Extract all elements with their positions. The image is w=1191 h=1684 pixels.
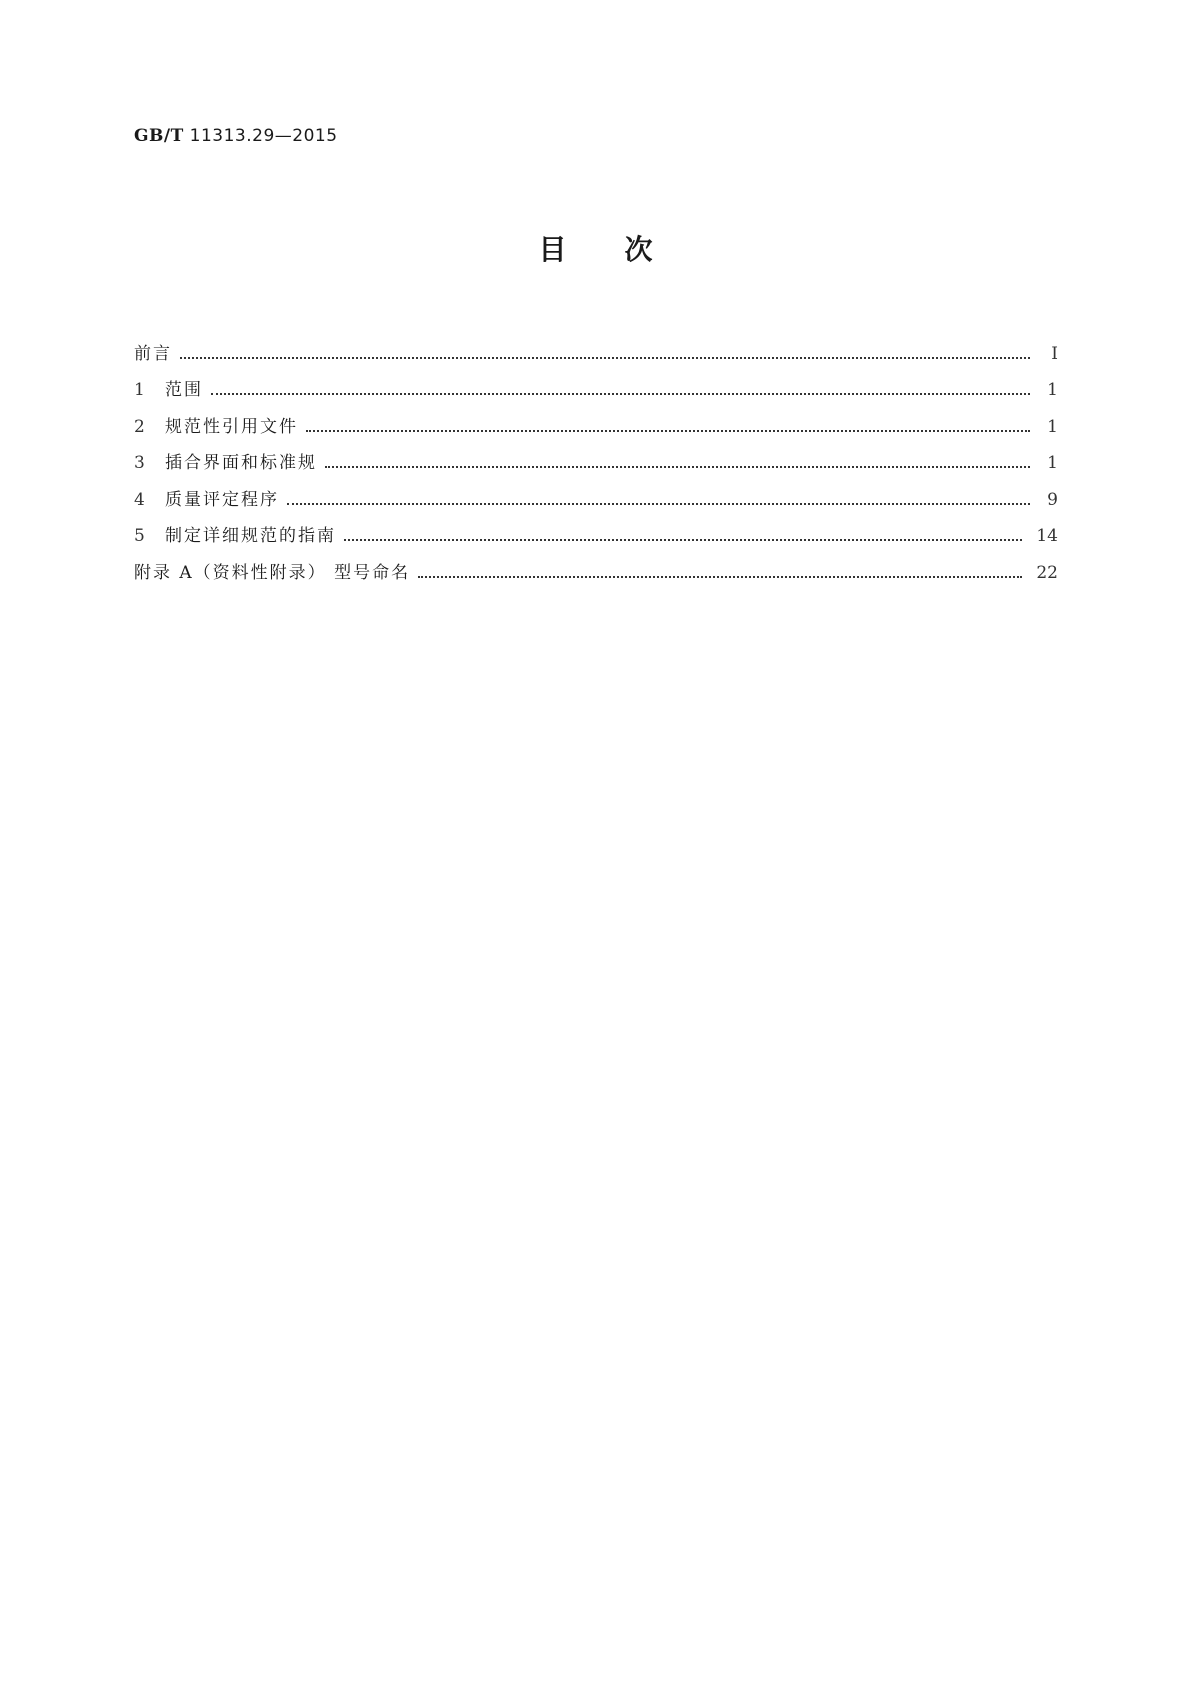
toc-entry-number: 4 [134, 489, 145, 510]
toc-entry-detail-spec-guide[interactable] [134, 511, 1058, 548]
toc-entry-mating-interface[interactable] [134, 438, 1058, 475]
toc-entry-page: 1 [1047, 416, 1058, 437]
toc-entry-foreword[interactable] [134, 328, 1058, 365]
toc-entry-quality-assessment[interactable] [134, 474, 1058, 511]
standard-code [134, 126, 338, 146]
standard-code-number: 11313.29—2015 [189, 126, 338, 146]
toc-dot-leader [211, 393, 1030, 395]
toc-dot-leader [344, 539, 1022, 541]
toc-dot-leader [418, 576, 1022, 578]
toc-entry-number: 3 [134, 453, 145, 473]
standard-code-prefix: GB/T [134, 126, 184, 146]
toc-dot-leader [325, 466, 1030, 468]
toc-entry-number: 2 [134, 416, 145, 437]
toc-dot-leader [287, 503, 1030, 505]
toc-entry-label: 附录 A（资料性附录） 型号命名 [134, 562, 411, 583]
table-of-contents [134, 328, 1058, 584]
toc-entry-page: 14 [1036, 526, 1058, 546]
toc-dot-leader [180, 357, 1030, 359]
toc-entry-label: 质量评定程序 [165, 489, 279, 510]
toc-entry-scope[interactable] [134, 365, 1058, 402]
toc-dot-leader [306, 430, 1030, 432]
toc-entry-label: 插合界面和标准规 [165, 453, 317, 473]
toc-entry-page: 1 [1047, 380, 1058, 400]
toc-entry-page: 9 [1047, 489, 1058, 510]
toc-entry-label: 规范性引用文件 [165, 416, 298, 437]
toc-entry-number: 5 [134, 526, 145, 546]
toc-entry-page: 22 [1036, 562, 1058, 583]
toc-entry-label: 制定详细规范的指南 [165, 526, 336, 546]
toc-entry-annex-a[interactable] [134, 547, 1058, 584]
toc-entry-number: 1 [134, 380, 145, 400]
toc-entry-label: 范围 [165, 380, 203, 400]
toc-entry-page: Ⅰ [1051, 343, 1058, 364]
page-title: 目次 [538, 233, 711, 266]
toc-entry-label: 前言 [134, 343, 172, 364]
toc-entry-page: 1 [1047, 453, 1058, 473]
toc-entry-normative-references[interactable] [134, 401, 1058, 438]
